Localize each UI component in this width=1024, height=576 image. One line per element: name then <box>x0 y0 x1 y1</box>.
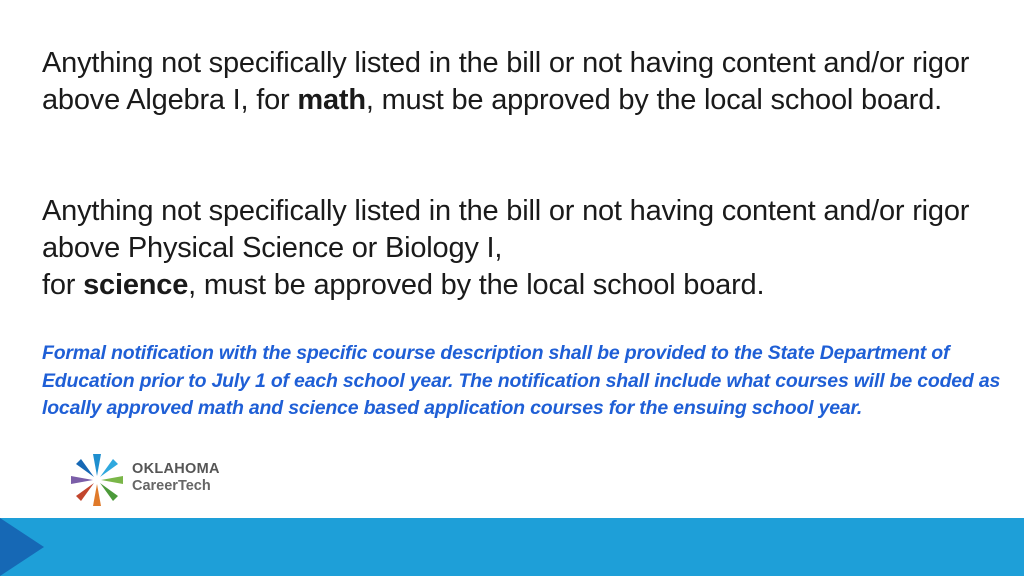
star-segment-bottom <box>93 484 101 506</box>
logo-careertech-text: CareerTech <box>132 478 211 494</box>
footer-bar <box>0 518 1024 576</box>
star-segment-right <box>101 476 123 484</box>
paragraph-math-bold-word: math <box>297 84 366 116</box>
star-segment-top <box>93 454 101 476</box>
star-segment-bottom-left <box>76 483 94 501</box>
logo-oklahoma-text: OKLAHOMA <box>132 461 220 477</box>
star-segment-top-right <box>100 459 118 477</box>
paragraph-science <box>42 193 1002 304</box>
paragraph-science-bold-word: science <box>83 269 189 301</box>
star-segment-left <box>71 476 93 484</box>
star-logo-icon <box>68 452 126 508</box>
paragraph-math-text-start: Anything not specifically listed in the bill or not having content and/or rigor above Algebra I, for <box>42 47 970 116</box>
paragraph-science-text-end: , must be approved by the local school board. <box>188 269 765 301</box>
star-segment-top-left <box>76 459 94 477</box>
paragraph-math <box>42 45 1002 119</box>
star-segment-bottom-right <box>100 483 118 501</box>
footer-arrow-icon <box>0 518 44 576</box>
paragraph-science-text-start: for <box>42 269 84 301</box>
formal-notification-note: Formal notification with the specific course description shall be provided to the State Department of Education prior to July 1 of each school year. The notification shall include what courses will be coded as locally approved math and science based application courses for the ensuing school year. <box>42 342 1001 419</box>
star-center <box>93 476 101 484</box>
oklahoma-careertech-logo <box>68 452 238 508</box>
logo-text <box>132 461 220 495</box>
paragraph-science-line1: Anything not specifically listed in the bill or not having content and/or rigor above Physical Science or Biology I, <box>42 195 970 264</box>
paragraph-math-text-end: , must be approved by the local school board. <box>365 84 943 116</box>
